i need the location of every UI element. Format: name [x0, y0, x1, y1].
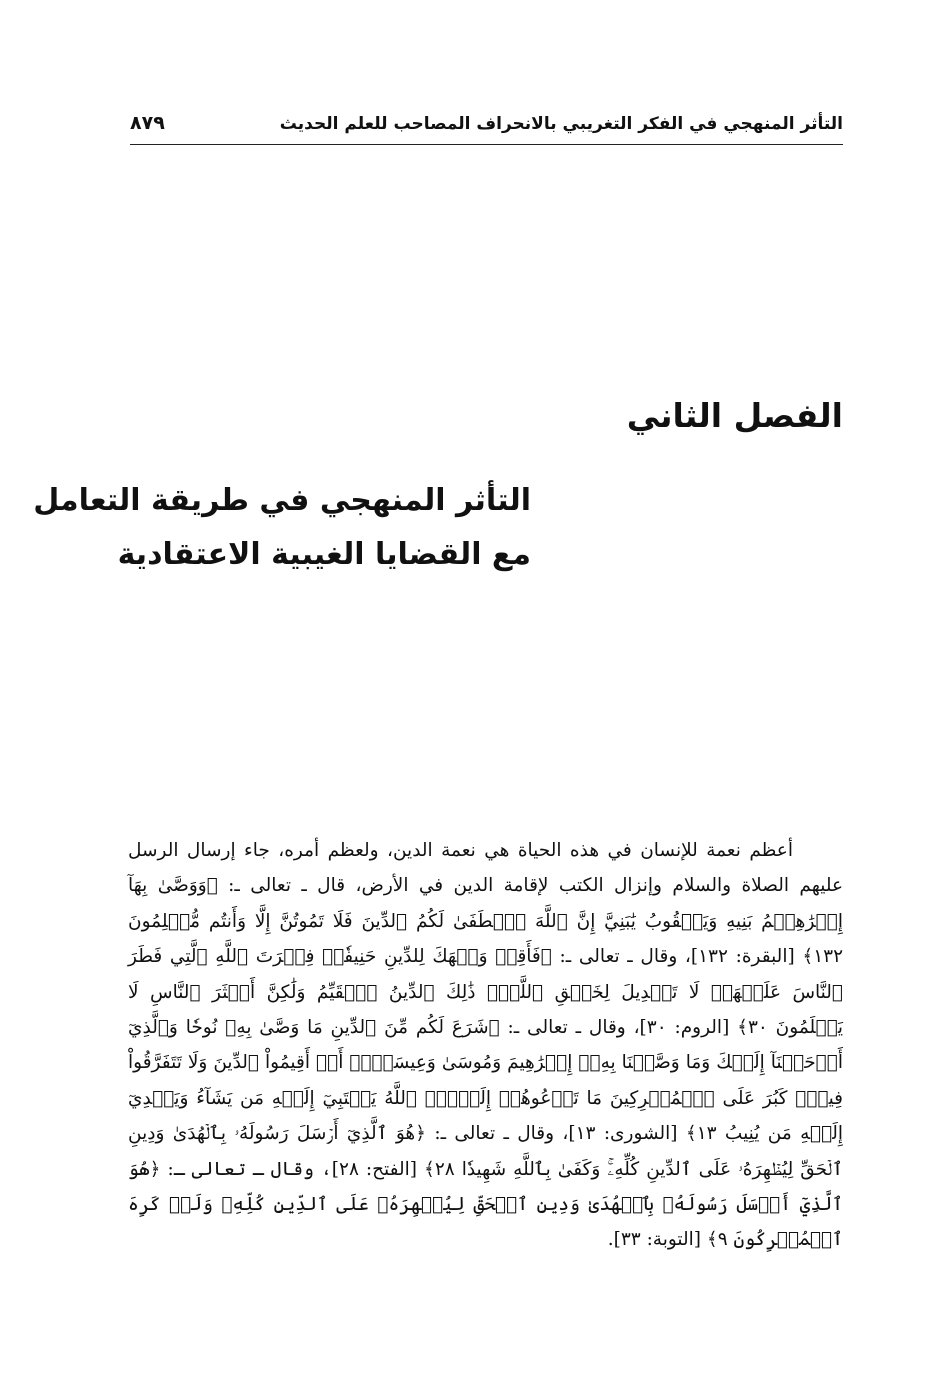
chapter-title — [33, 474, 531, 582]
chapter-label: الفصل الثاني — [626, 396, 843, 435]
running-header — [130, 108, 843, 145]
running-title: التأثر المنهجي في الفكر التغريبي بالانحراف المصاحب للعلم الحديث — [279, 114, 843, 134]
body-text — [128, 833, 843, 1258]
chapter-title-line-1: التأثر المنهجي في طريقة التعامل — [33, 483, 531, 518]
body-paragraph: أعظم نعمة للإنسان في هذه الحياة هي نعمة الدين، ولعظم أمره، جاء إرسال الرسل عليهم الصلاة والسلام وإنزال الكتب لإقامة الدين في الأرض، قال ـ تعالى ـ: ﴿وَوَصَّىٰ بِهَآ إِبۡرَٰهِـۧمُ بَنِيهِ وَيَعۡقُوبُ يَٰبَنِيَّ إِنَّ ٱللَّهَ ٱصۡطَفَىٰ لَكُمُ ٱلدِّينَ فَلَا تَمُوتُنَّ إِلَّا وَأَنتُم مُّسۡلِمُونَ ١٣٢﴾ [البقرة: ١٣٢]، وقال ـ تعالى ـ: ﴿فَأَقِمۡ وَجۡهَكَ لِلدِّينِ حَنِيفٗاۚ فِطۡرَتَ ٱللَّهِ ٱلَّتِي فَطَرَ ٱلنَّاسَ عَلَيۡهَاۚ لَا تَبۡدِيلَ لِخَلۡقِ ٱللَّهِۚ ذَٰلِكَ ٱلدِّينُ ٱلۡقَيِّمُ وَلَٰكِنَّ أَكۡثَرَ ٱلنَّاسِ لَا يَعۡلَمُونَ ٣٠﴾ [الروم: ٣٠]، وقال ـ تعالى ـ: ﴿شَرَعَ لَكُم مِّنَ ٱلدِّينِ مَا وَصَّىٰ بِهِۦ نُوحٗا وَٱلَّذِيٓ أَوۡحَيۡنَآ إِلَيۡكَ وَمَا وَصَّيۡنَا بِهِۦٓ إِبۡرَٰهِيمَ وَمُوسَىٰ وَعِيسَىٰٓۖ أَنۡ أَقِيمُواْ ٱلدِّينَ وَلَا تَتَفَرَّقُواْ فِيهِۚ كَبُرَ عَلَى ٱلۡمُشۡرِكِينَ مَا تَدۡعُوهُمۡ إِلَيۡهِۚ ٱللَّهُ يَجۡتَبِيٓ إِلَيۡهِ مَن يَشَآءُ وَيَهۡدِيٓ إِلَيۡهِ مَن يُنِيبُ ١٣﴾ [الشورى: ١٣]، وقال ـ تعالى ـ: ﴿هُوَ ٱلَّذِيٓ أَرۡسَلَ رَسُولَهُۥ بِٱلۡهُدَىٰ وَدِينِ ٱلۡحَقِّ لِيُظۡهِرَهُۥ عَلَى ٱلدِّينِ كُلِّهِۦۚ وَكَفَىٰ بِٱللَّهِ شَهِيدٗا ٢٨﴾ [الفتح: ٢٨]، وقال ـ تعالى ـ: ﴿هُوَ ٱلَّذِيٓ أَرۡسَلَ رَسُولَهُۥ بِٱلۡهُدَىٰ وَدِينِ ٱلۡحَقِّ لِيُظۡهِرَهُۥ عَلَى ٱلدِّينِ كُلِّهِۦ وَلَوۡ كَرِهَ ٱلۡمُشۡرِكُونَ ٩﴾ [التوبة: ٣٣]. — [128, 840, 844, 1251]
page-number: ٨٧٩ — [130, 112, 165, 134]
chapter-title-line-2: مع القضايا الغيبية الاعتقادية — [117, 537, 531, 572]
